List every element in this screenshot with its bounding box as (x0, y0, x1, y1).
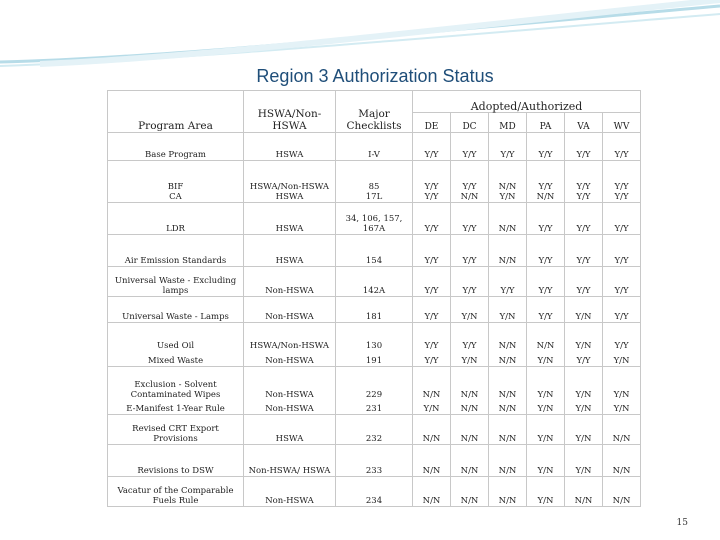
table-row (108, 235, 641, 267)
hswa-cell (244, 367, 336, 415)
status-value: Y/Y (424, 182, 439, 192)
status-value: N/N (460, 192, 479, 202)
program-cell: Revisions to DSW (108, 445, 244, 477)
checklist-value: 191 (365, 356, 383, 366)
state-header: DE (413, 113, 451, 133)
hswa-cell (244, 323, 336, 367)
table-row (108, 477, 641, 507)
status-cell: N/N (489, 235, 527, 267)
status-cell: Y/Y (451, 235, 489, 267)
state-header: VA (565, 113, 603, 133)
program-cell: Base Program (108, 133, 244, 161)
program-cell: Revised CRT Export Provisions (108, 415, 244, 445)
status-cell: N/N (489, 477, 527, 507)
state-header: DC (451, 113, 489, 133)
status-cell (603, 161, 641, 203)
status-value: N/N (536, 341, 555, 351)
status-value: Y/N (537, 356, 554, 366)
status-value: N/N (460, 390, 479, 400)
status-cell: Y/Y (489, 267, 527, 297)
status-cell: Y/N (527, 445, 565, 477)
checklist-value: 229 (365, 390, 383, 400)
status-cell: Y/N (565, 445, 603, 477)
status-cell: Y/N (565, 297, 603, 323)
status-cell: Y/Y (451, 203, 489, 235)
hswa-cell (244, 161, 336, 203)
header-major-checklists: Major Checklists (336, 91, 413, 133)
status-cell: Y/N (527, 477, 565, 507)
status-cell (489, 367, 527, 415)
hswa-cell: HSWA (244, 133, 336, 161)
table-row (108, 297, 641, 323)
status-value: Y/N (575, 404, 592, 414)
hswa-value: Non-HSWA (265, 356, 314, 366)
table-row (108, 133, 641, 161)
hswa-cell: HSWA (244, 203, 336, 235)
status-value: Y/N (613, 390, 630, 400)
program-cell (108, 323, 244, 367)
status-cell: Y/Y (527, 203, 565, 235)
status-cell: Y/N (489, 297, 527, 323)
program-name: Used Oil (156, 341, 195, 351)
status-cell (527, 323, 565, 367)
status-cell: Y/Y (451, 267, 489, 297)
status-value: Y/Y (538, 182, 553, 192)
status-cell: N/N (413, 415, 451, 445)
checklist-cell (336, 367, 413, 415)
program-cell: LDR (108, 203, 244, 235)
checklist-cell (336, 161, 413, 203)
status-cell: Y/Y (565, 235, 603, 267)
status-value: Y/Y (614, 341, 629, 351)
checklist-cell: 34, 106, 157, 167A (336, 203, 413, 235)
program-cell (108, 367, 244, 415)
status-value: Y/N (575, 341, 592, 351)
program-name: Mixed Waste (147, 356, 204, 366)
status-value: Y/N (423, 404, 440, 414)
status-cell: N/N (603, 415, 641, 445)
status-cell: Y/Y (603, 235, 641, 267)
table-row (108, 161, 641, 203)
status-cell (527, 161, 565, 203)
header-adopted-authorized: Adopted/Authorized (413, 91, 641, 113)
status-cell (413, 323, 451, 367)
checklist-cell: 154 (336, 235, 413, 267)
header-hswa: HSWA/Non-HSWA (244, 91, 336, 133)
status-cell: Y/N (451, 297, 489, 323)
status-value: N/N (498, 404, 517, 414)
status-cell: N/N (451, 477, 489, 507)
status-cell: Y/Y (413, 235, 451, 267)
status-value: Y/Y (424, 341, 439, 351)
status-value: N/N (498, 356, 517, 366)
status-cell: Y/Y (527, 235, 565, 267)
status-cell (451, 367, 489, 415)
hswa-cell: Non-HSWA (244, 477, 336, 507)
status-cell: Y/Y (603, 267, 641, 297)
status-cell: N/N (489, 415, 527, 445)
hswa-value: HSWA (275, 192, 304, 202)
status-cell: N/N (603, 477, 641, 507)
program-cell: Universal Waste - Excluding lamps (108, 267, 244, 297)
status-cell (527, 367, 565, 415)
status-cell (413, 367, 451, 415)
status-value: Y/Y (424, 356, 439, 366)
program-name: Exclusion - Solvent Contaminated Wipes (130, 380, 221, 400)
slide-title: Region 3 Authorization Status (256, 66, 494, 86)
status-cell: N/N (413, 477, 451, 507)
status-cell: Y/Y (603, 297, 641, 323)
checklist-cell: 142A (336, 267, 413, 297)
status-cell (413, 161, 451, 203)
program-name: CA (169, 192, 182, 202)
status-cell (565, 323, 603, 367)
status-value: N/N (422, 390, 441, 400)
hswa-cell: Non-HSWA/ HSWA (244, 445, 336, 477)
status-cell: Y/Y (413, 267, 451, 297)
status-cell: Y/Y (565, 133, 603, 161)
status-cell: N/N (603, 445, 641, 477)
status-value: N/N (498, 341, 517, 351)
state-header: WV (603, 113, 641, 133)
status-value: Y/N (575, 390, 592, 400)
status-cell: Y/Y (603, 133, 641, 161)
status-cell: N/N (451, 445, 489, 477)
status-cell: Y/Y (565, 267, 603, 297)
state-header: PA (527, 113, 565, 133)
status-cell: N/N (489, 203, 527, 235)
table-row (108, 323, 641, 367)
status-value: Y/N (537, 390, 554, 400)
checklist-cell: I-V (336, 133, 413, 161)
checklist-value: 130 (365, 341, 383, 351)
checklist-cell: 234 (336, 477, 413, 507)
state-header: MD (489, 113, 527, 133)
hswa-value: HSWA/Non-HSWA (249, 182, 330, 192)
checklist-value: 231 (365, 404, 383, 414)
table-row (108, 415, 641, 445)
status-cell: Y/N (565, 415, 603, 445)
checklist-value: 17L (365, 192, 383, 202)
status-cell (603, 323, 641, 367)
status-value: N/N (460, 404, 479, 414)
status-value: Y/Y (424, 192, 439, 202)
status-cell (451, 161, 489, 203)
hswa-value: HSWA/Non-HSWA (249, 341, 330, 351)
hswa-cell: Non-HSWA (244, 267, 336, 297)
status-cell (565, 161, 603, 203)
status-cell (451, 323, 489, 367)
checklist-value: 85 (368, 182, 380, 192)
table-row (108, 367, 641, 415)
status-cell: N/N (565, 477, 603, 507)
status-cell: Y/N (527, 415, 565, 445)
status-cell: N/N (451, 415, 489, 445)
status-cell (565, 367, 603, 415)
status-cell: Y/Y (527, 133, 565, 161)
program-cell: Universal Waste - Lamps (108, 297, 244, 323)
status-cell: Y/Y (413, 203, 451, 235)
status-value: N/N (498, 390, 517, 400)
status-value: Y/Y (576, 192, 591, 202)
status-cell: Y/Y (527, 267, 565, 297)
status-cell: N/N (489, 445, 527, 477)
hswa-value: Non-HSWA (265, 390, 314, 400)
status-cell (489, 161, 527, 203)
program-cell (108, 161, 244, 203)
status-cell: Y/Y (413, 133, 451, 161)
status-value: Y/Y (576, 356, 591, 366)
program-cell: Vacatur of the Comparable Fuels Rule (108, 477, 244, 507)
hswa-cell: HSWA (244, 415, 336, 445)
checklist-cell (336, 323, 413, 367)
authorization-table (107, 90, 641, 507)
status-cell: N/N (413, 445, 451, 477)
hswa-cell: HSWA (244, 235, 336, 267)
status-cell: Y/Y (527, 297, 565, 323)
status-value: N/N (536, 192, 555, 202)
program-name: BIF (167, 182, 184, 192)
status-value: N/N (498, 182, 517, 192)
status-cell: Y/Y (565, 203, 603, 235)
status-value: Y/Y (462, 182, 477, 192)
table-row (108, 203, 641, 235)
status-cell (489, 323, 527, 367)
hswa-cell: Non-HSWA (244, 297, 336, 323)
status-value: Y/N (537, 404, 554, 414)
status-value: Y/Y (462, 341, 477, 351)
status-cell: Y/Y (413, 297, 451, 323)
header-program-area: Program Area (108, 91, 244, 133)
status-value: Y/Y (614, 182, 629, 192)
program-cell: Air Emission Standards (108, 235, 244, 267)
table-row (108, 445, 641, 477)
checklist-cell: 232 (336, 415, 413, 445)
status-value: Y/Y (614, 192, 629, 202)
status-value: Y/N (613, 356, 630, 366)
table-row (108, 267, 641, 297)
status-value: Y/N (613, 404, 630, 414)
status-cell: Y/Y (451, 133, 489, 161)
status-value: Y/N (461, 356, 478, 366)
status-cell: Y/Y (489, 133, 527, 161)
hswa-value: Non-HSWA (265, 404, 314, 414)
checklist-cell: 181 (336, 297, 413, 323)
status-cell (603, 367, 641, 415)
status-cell: Y/Y (603, 203, 641, 235)
page-number: 15 (676, 518, 688, 528)
checklist-cell: 233 (336, 445, 413, 477)
program-name: E-Manifest 1-Year Rule (126, 404, 225, 414)
status-value: Y/N (499, 192, 516, 202)
status-value: Y/Y (576, 182, 591, 192)
